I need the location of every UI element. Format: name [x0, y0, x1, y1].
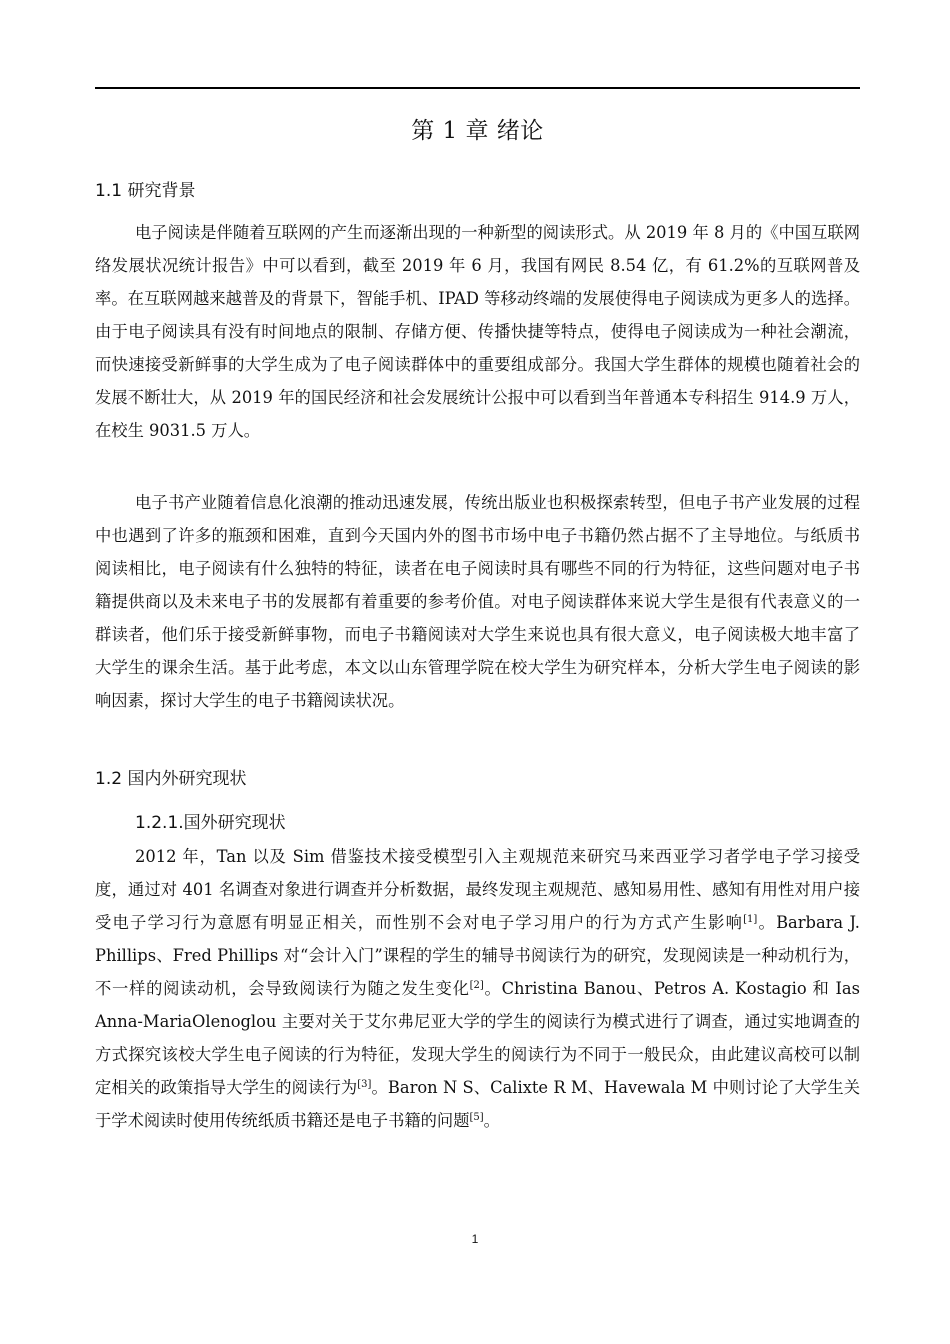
- citation-ref-3[interactable]: [3]: [357, 1079, 372, 1090]
- header-rule: [95, 87, 860, 89]
- page-number: 1: [471, 1232, 479, 1246]
- chapter-title: 第 1 章 绪论: [411, 118, 544, 144]
- section-heading-1-1: 1.1 研究背景: [95, 181, 196, 201]
- text-segment: 。: [483, 1111, 500, 1130]
- citation-ref-1[interactable]: [1]: [743, 914, 758, 925]
- paragraph-background-2: 电子书产业随着信息化浪潮的推动迅速发展，传统出版业也积极探索转型，但电子书产业发展的过程中也遇到了许多的瓶颈和困难，直到今天国内外的图书市场中电子书籍仍然占据不了主导地位。与纸质书阅读相比，电子阅读有什么独特的特征，读者在电子阅读时具有哪些不同的行为特征，这些问题对电子书籍提供商以及未来电子书的发展都有着重要的参考价值。对电子阅读群体来说大学生是很有代表意义的一群读者，他们乐于接受新鲜事物，而电子书籍阅读对大学生来说也具有很大意义，电子阅读极大地丰富了大学生的课余生活。基于此考虑，本文以山东管理学院在校大学生为研究样本，分析大学生电子阅读的影响因素，探讨大学生的电子书籍阅读状况。: [95, 493, 860, 710]
- citation-ref-2[interactable]: [2]: [469, 980, 484, 991]
- paragraph-background-1: 电子阅读是伴随着互联网的产生而逐渐出现的一种新型的阅读形式。从 2019 年 8 月的《中国互联网络发展状况统计报告》中可以看到，截至 2019 年 6 月，我国有网民 8.54 亿，有 61.2%的互联网普及率。在互联网越来越普及的背景下，智能手机、IPAD 等移动终端的发展使得电子阅读成为更多人的选择。由于电子阅读具有没有时间地点的限制、存储方便、传播快捷等特点，使得电子阅读成为一种社会潮流，而快速接受新鲜事的大学生成为了电子阅读群体中的重要组成部分。我国大学生群体的规模也随着社会的发展不断壮大，从 2019 年的国民经济和社会发展统计公报中可以看到当年普通本专科招生 914.9 万人，在校生 9031.5 万人。: [95, 223, 860, 440]
- section-heading-1-2: 1.2 国内外研究现状: [95, 769, 247, 789]
- text-segment: 。Barbara J. Phillips、Fred Phillips 对“会计入门”课程的学生的辅导书阅读行为的研究，发现阅读是一种动机行为，不一样的阅读动机，会导致阅读行为随之发生变化: [95, 913, 860, 998]
- text-segment: 。Christina Banou、Petros A. Kostagio 和 Ias Anna-MariaOlenoglou 主要对关于艾尔弗尼亚大学的学生的阅读行为模式进行了调查，通过实地调查的方式探究该校大学生电子阅读的行为特征，发现大学生的阅读行为不同于一般民众，由此建议高校可以制定相关的政策指导大学生的阅读行为: [95, 979, 860, 1097]
- text-segment: 2012 年，Tan 以及 Sim 借鉴技术接受模型引入主观规范来研究马来西亚学习者学电子学习接受度，通过对 401 名调查对象进行调查并分析数据，最终发现主观规范、感知易用性、感知有用性对用户接受电子学习行为意愿有明显正相关，而性别不会对电子学习用户的行为方式产生影响: [95, 847, 860, 932]
- paragraph-foreign-research: [95, 840, 860, 1137]
- subsection-heading-1-2-1: 1.2.1.国外研究现状: [135, 813, 286, 833]
- text-segment: 。Baron N S、Calixte R M、Havewala M 中则讨论了大学生关于学术阅读时使用传统纸质书籍还是电子书籍的问题: [95, 1078, 860, 1130]
- citation-ref-5[interactable]: [5]: [469, 1112, 484, 1123]
